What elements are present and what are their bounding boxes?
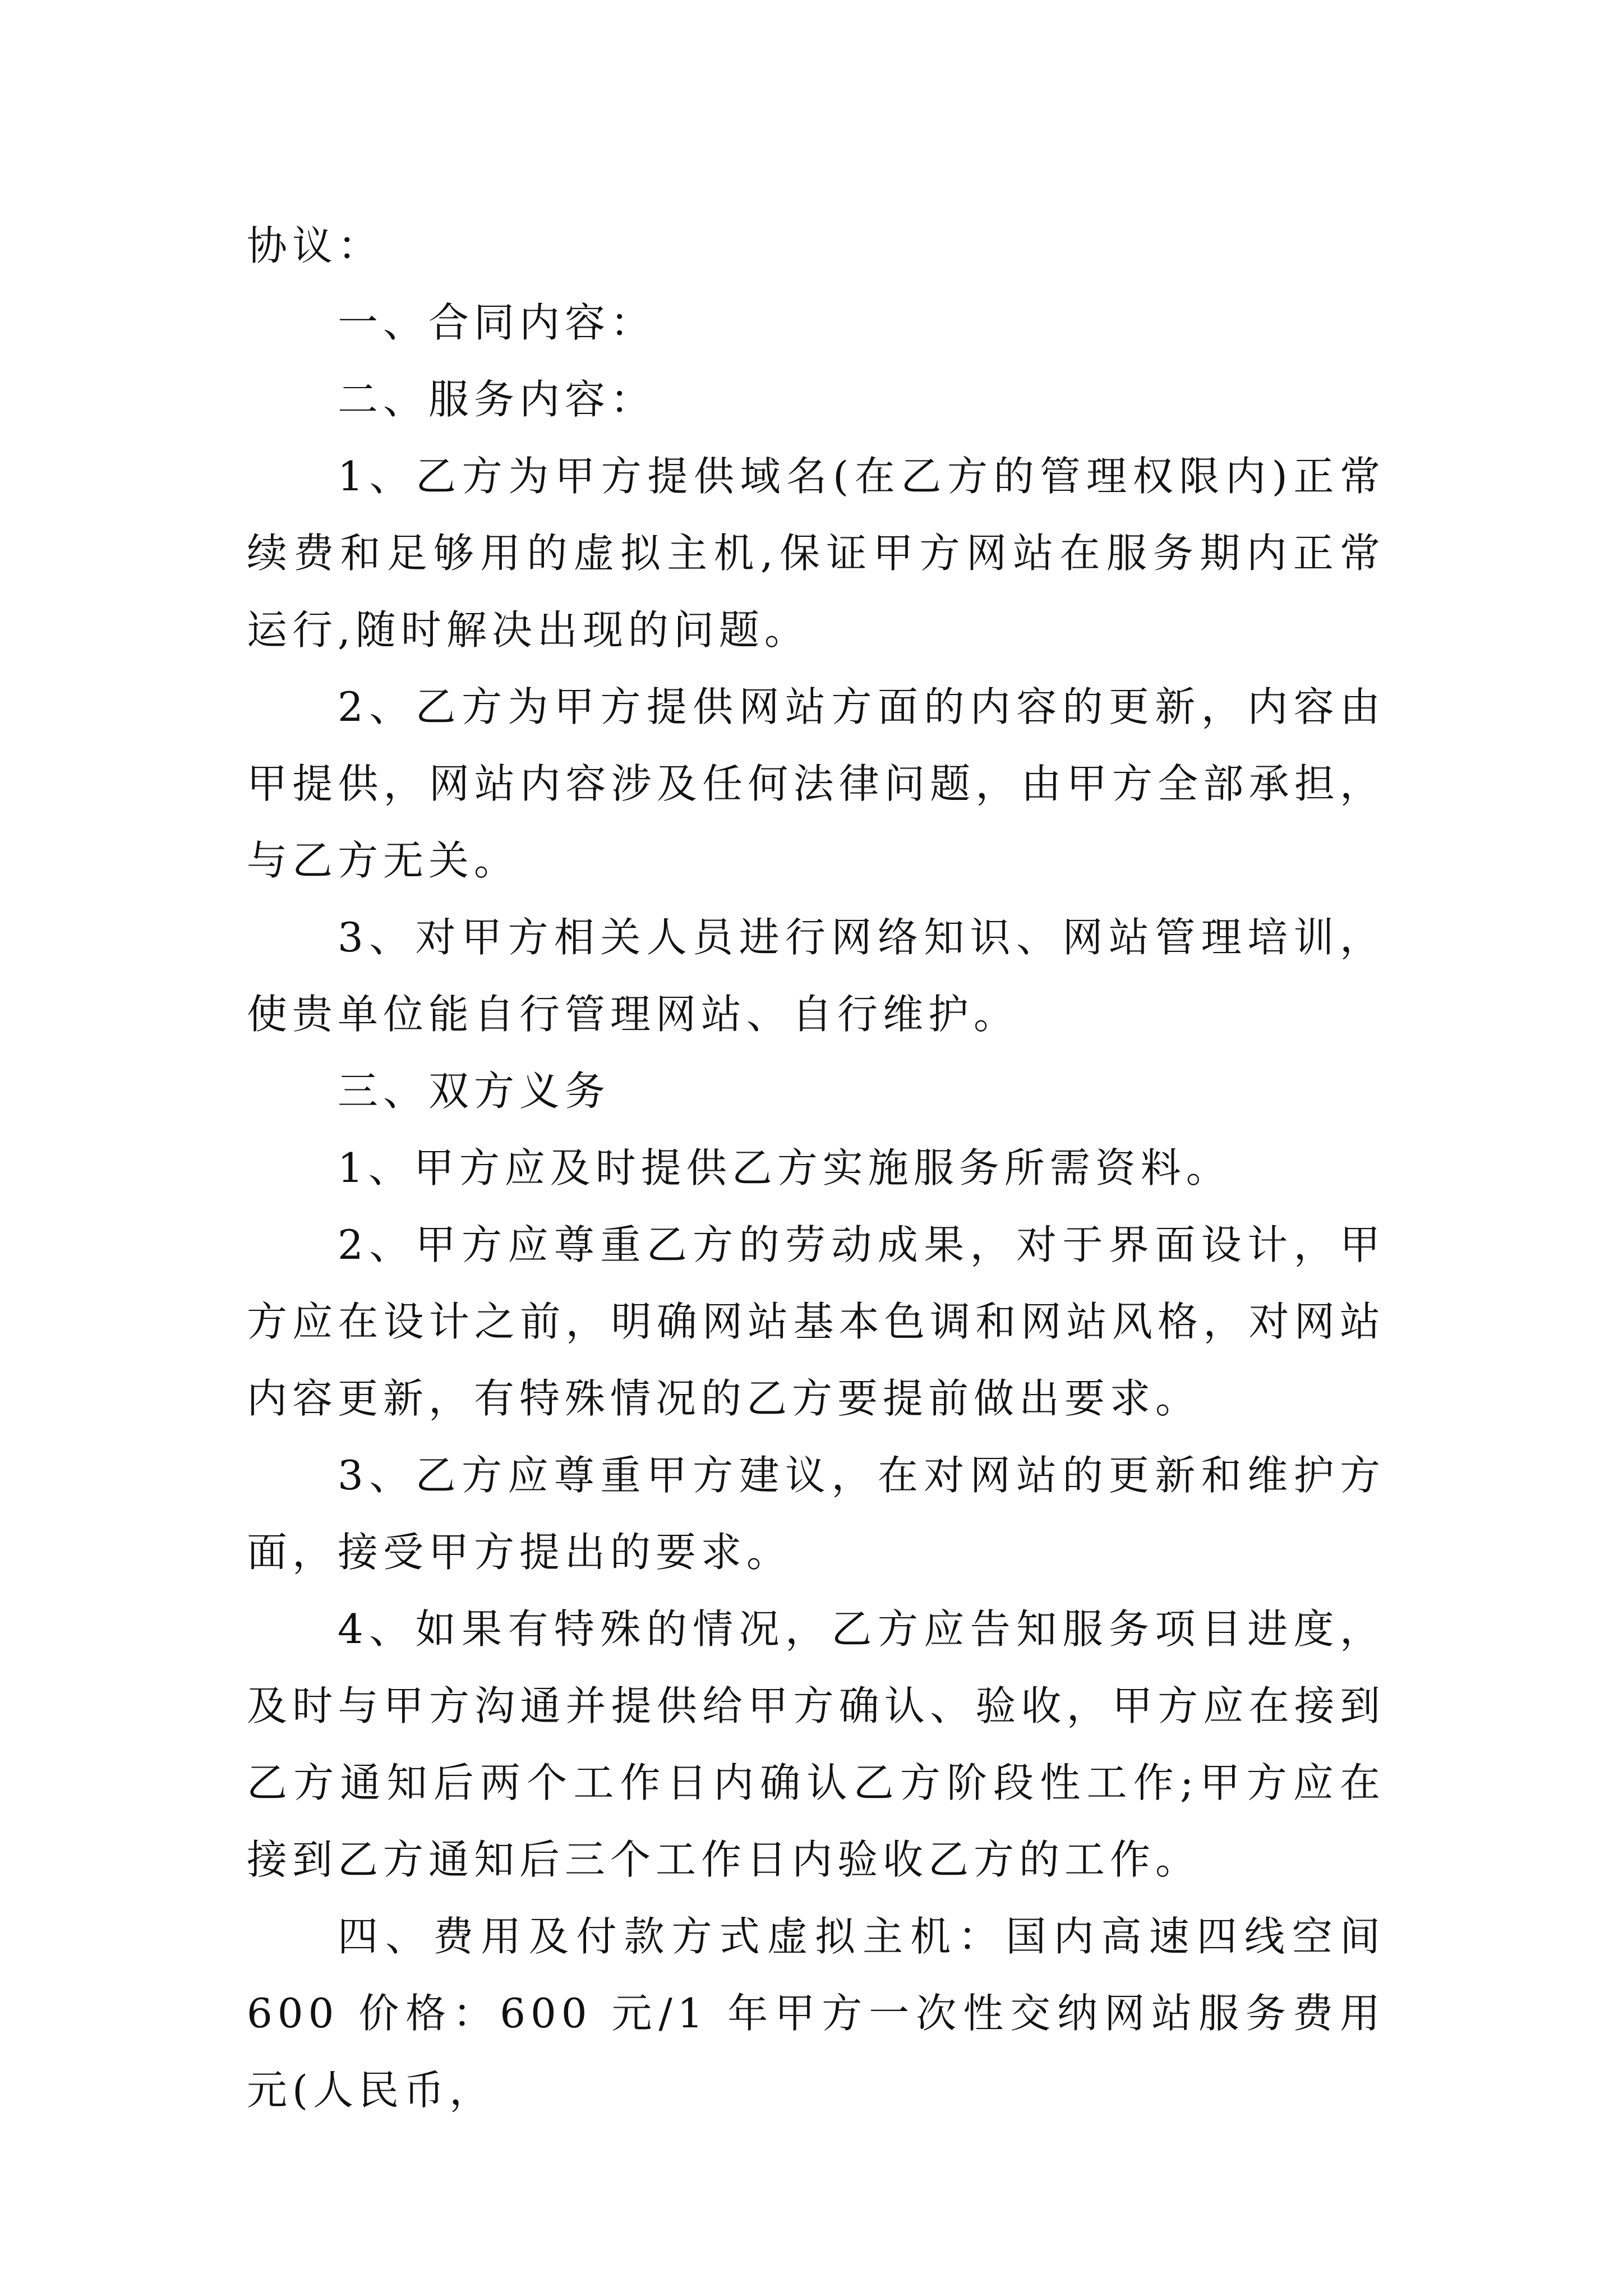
paragraph-section-fees: 四、费用及付款方式虚拟主机：国内高速四线空间 600 价格：600 元/1 年甲方一次性交纳网站服务费用元(人民币，	[247, 1913, 1385, 2114]
paragraph-obligation-item-3: 3、乙方应尊重甲方建议，在对网站的更新和维护方面，接受甲方提出的要求。	[247, 1452, 1385, 1576]
paragraph-obligation-item-1: 1、甲方应及时提供乙方实施服务所需资料。	[338, 1144, 1232, 1191]
paragraph-section-contract-content: 一、合同内容：	[338, 299, 656, 346]
paragraph-service-item-1: 1、乙方为甲方提供域名(在乙方的管理权限内)正常续费和足够用的虚拟主机,保证甲方网站在服务期内正常运行,随时解决出现的问题。	[247, 453, 1385, 654]
document-body	[247, 208, 1385, 2129]
paragraph-section-obligations: 三、双方义务	[338, 1068, 611, 1115]
paragraph-agreement-heading: 协议：	[247, 222, 384, 269]
paragraph-section-service-content: 二、服务内容：	[338, 376, 656, 423]
paragraph-obligation-item-2: 2、甲方应尊重乙方的劳动成果，对于界面设计，甲方应在设计之前，明确网站基本色调和网站风格，对网站内容更新，有特殊情况的乙方要提前做出要求。	[247, 1221, 1385, 1422]
paragraph-service-item-3: 3、对甲方相关人员进行网络知识、网站管理培训，使贵单位能自行管理网站、自行维护。	[247, 914, 1385, 1038]
paragraph-service-item-2: 2、乙方为甲方提供网站方面的内容的更新，内容由甲提供，网站内容涉及任何法律问题，由甲方全部承担，与乙方无关。	[247, 683, 1385, 884]
paragraph-obligation-item-4: 4、如果有特殊的情况，乙方应告知服务项目进度，及时与甲方沟通并提供给甲方确认、验收，甲方应在接到乙方通知后两个工作日内确认乙方阶段性工作;甲方应在接到乙方通知后三个工作日内验收乙方的工作。	[247, 1605, 1385, 1883]
